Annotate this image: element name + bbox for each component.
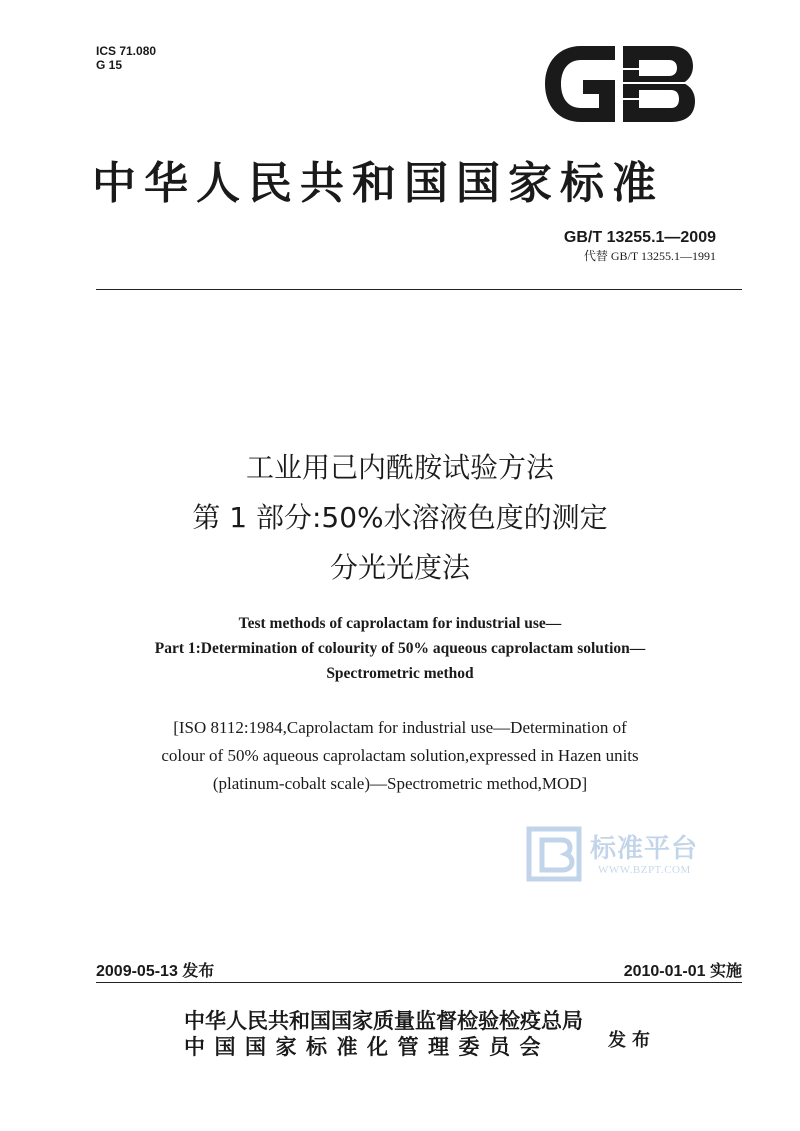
english-title-line-1: Test methods of caprolactam for industrial use— <box>238 615 562 632</box>
national-standard-title: 中华人民共和国国家标准 <box>92 158 664 209</box>
watermark <box>526 826 726 886</box>
chinese-title <box>0 443 800 593</box>
authority-sac: 中国国家标准化管理委员会 <box>184 1035 550 1059</box>
chinese-title-line-1: 工业用己内酰胺试验方法 <box>245 451 554 484</box>
implementation-date: 2010-01-01 实施 <box>623 963 742 980</box>
issuing-authorities <box>184 1008 604 1060</box>
standard-number: GB/T 13255.1—2009 <box>563 229 716 246</box>
standard-number-block <box>564 228 716 264</box>
english-title-line-3: Spectrometric method <box>326 665 474 682</box>
watermark-url: WWW.BZPT.COM <box>598 864 691 876</box>
watermark-text: 标准平台 <box>590 834 699 864</box>
english-title <box>0 611 800 686</box>
iso-reference-line-2: colour of 50% aqueous caprolactam solution,expressed in Hazen units <box>161 746 639 765</box>
header-divider <box>96 289 742 290</box>
iso-reference-line-3: (platinum-cobalt scale)—Spectrometric method,MOD] <box>212 774 588 793</box>
authority-aqsiq: 中华人民共和国国家质量监督检验检疫总局 <box>184 1009 583 1033</box>
footer-divider <box>96 982 742 983</box>
watermark-logo-icon <box>526 826 582 882</box>
iso-reference-line-1: [ISO 8112:1984,Caprolactam for industrial use—Determination of <box>173 718 627 737</box>
ccs-code: G 15 <box>96 58 123 72</box>
publish-label: 发布 <box>608 1030 656 1051</box>
replaces-standard: 代替 GB/T 13255.1—1991 <box>583 249 716 263</box>
iso-reference <box>0 714 800 798</box>
gb-logo <box>541 44 697 124</box>
chinese-title-line-2: 第 1 部分:50%水溶液色度的测定 <box>192 501 608 534</box>
issue-date: 2009-05-13 发布 <box>96 963 215 980</box>
ics-code: ICS 71.080 <box>96 44 157 58</box>
classification-codes <box>96 44 156 72</box>
english-title-line-2: Part 1:Determination of colourity of 50% aqueous caprolactam solution— <box>154 640 646 657</box>
chinese-title-line-3: 分光光度法 <box>329 551 470 584</box>
